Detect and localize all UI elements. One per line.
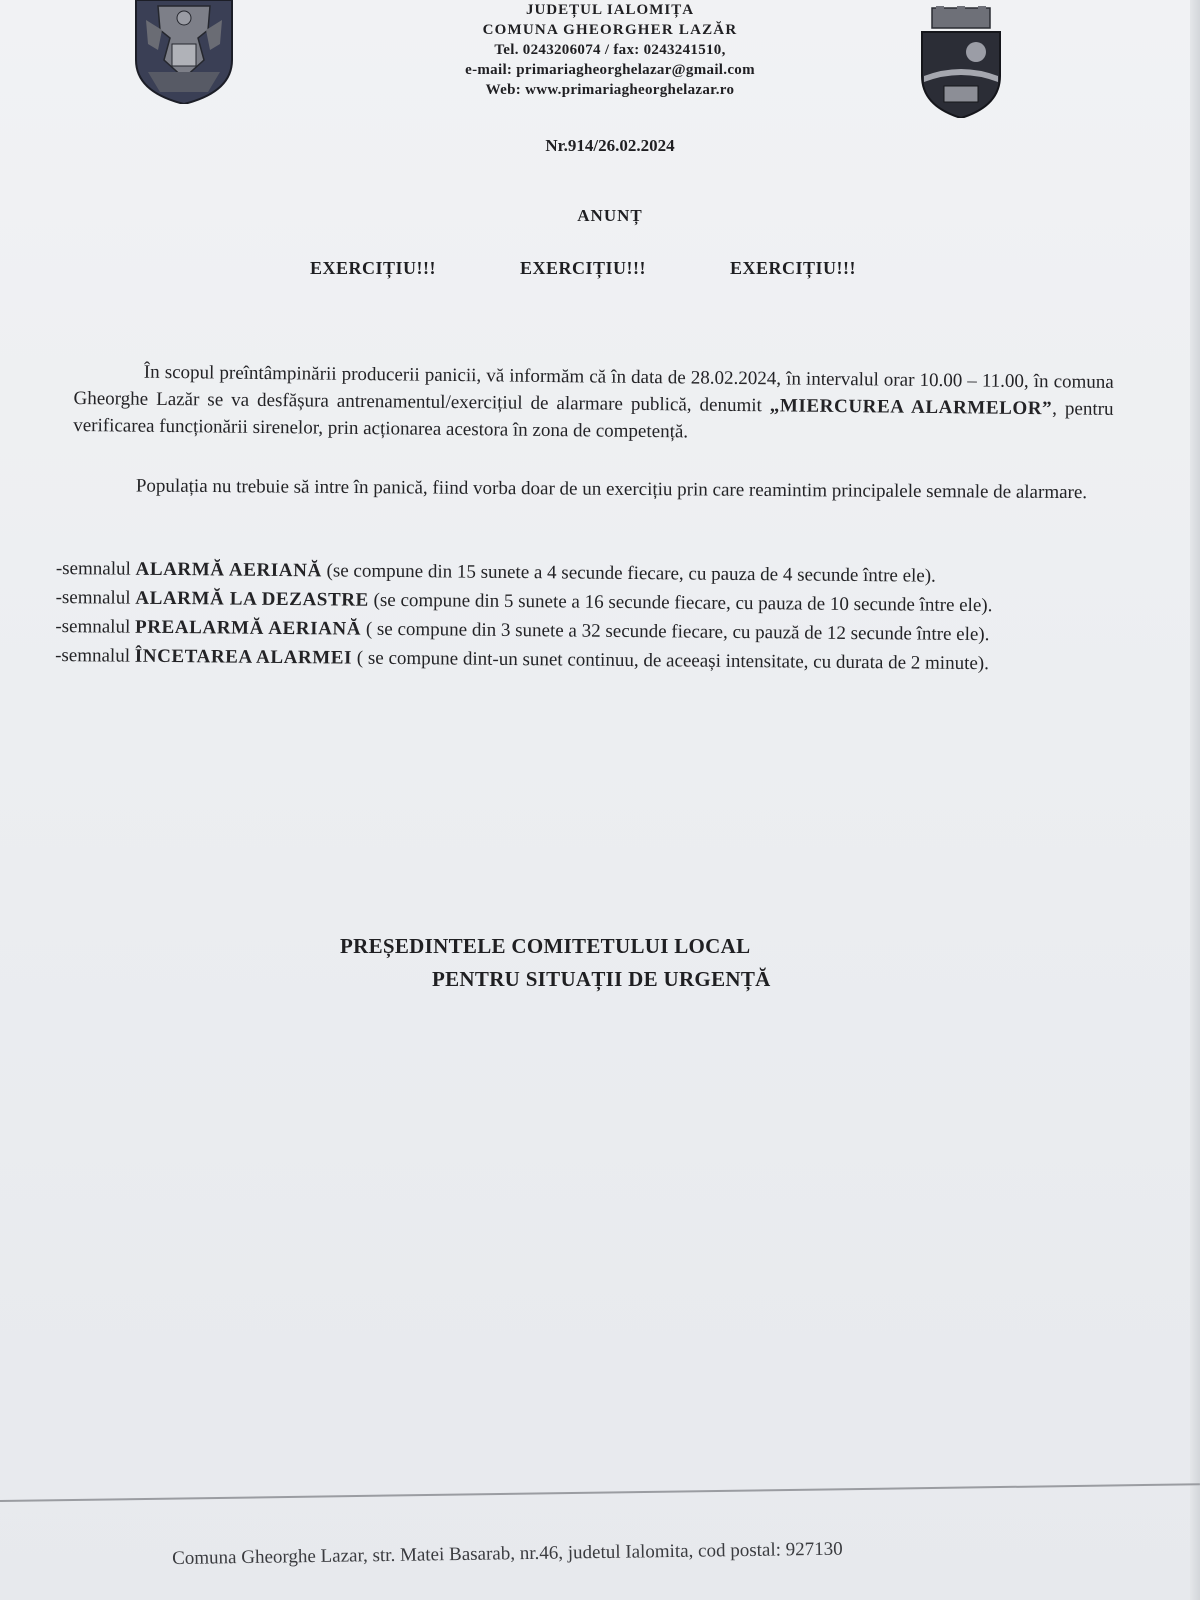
commune-coat-of-arms-icon xyxy=(918,6,1004,118)
signature-title-line2: PENTRU SITUAȚII DE URGENȚĂ xyxy=(432,967,771,991)
signature-block xyxy=(340,930,880,996)
event-name: „MIERCUREA ALARMELOR” xyxy=(769,395,1053,420)
institution-header xyxy=(380,0,840,100)
signal-prefix: -semnalul xyxy=(55,644,135,667)
signal-description: (se compune din 15 sunete a 4 secunde fiecare, cu pauza de 4 secunde între ele). xyxy=(321,560,936,587)
signal-description: ( se compune dint-un sunet continuu, de aceeași intensitate, cu durata de 2 minute). xyxy=(352,647,989,675)
county-name: JUDEȚUL IALOMIȚA xyxy=(525,2,695,18)
paragraph-intro xyxy=(73,358,1114,450)
signal-prefix: -semnalul xyxy=(55,586,136,609)
paper-edge xyxy=(1190,0,1200,1600)
signal-description: ( se compune din 3 sunete a 32 secunde fiecare, cu pauză de 12 secunde între ele). xyxy=(361,618,990,646)
website-address: Web: www.primariagheorghelazar.ro xyxy=(485,82,735,98)
signals-list xyxy=(55,554,1132,679)
announcement-title: ANUNȚ xyxy=(577,206,643,225)
signal-prefix: -semnalul xyxy=(55,615,136,638)
email-address: e-mail: primariagheorghelazar@gmail.com xyxy=(465,62,755,78)
paragraph-calm-text: Populația nu trebuie să intre în panică, fiind vorba doar de un exercițiu prin care reamintim principalele semnale de alarmare. xyxy=(135,475,1088,504)
signal-name: ALARMĂ LA DEZASTRE xyxy=(135,587,369,611)
romania-coat-of-arms-icon xyxy=(128,0,240,104)
paragraph-intro-end: , pentru verificarea funcționării sirenelor, prin acționarea acestora în zona de competență. xyxy=(73,398,1114,443)
phone-fax: Tel. 0243206074 / fax: 0243241510, xyxy=(494,42,726,58)
footer-divider xyxy=(0,1483,1200,1502)
exercise-label-1: EXERCIȚIU!!! xyxy=(310,258,437,278)
paragraph-calm xyxy=(66,472,1112,506)
signal-name: ALARMĂ AERIANĂ xyxy=(135,558,322,582)
footer-address: Comuna Gheorghe Lazar, str. Matei Basarab, nr.46, judetul Ialomita, cod postal: 927130 xyxy=(172,1538,843,1569)
signature-title-line1: PREȘEDINTELE COMITETULUI LOCAL xyxy=(340,934,751,958)
exercise-label-2: EXERCIȚIU!!! xyxy=(520,258,647,278)
signal-prefix: -semnalul xyxy=(55,557,136,580)
commune-name: COMUNA GHEORGHER LAZĂR xyxy=(482,22,738,38)
document-number: Nr.914/26.02.2024 xyxy=(545,136,675,155)
signal-description: (se compune din 5 sunete a 16 secunde fiecare, cu pauza de 10 secunde între ele). xyxy=(368,589,993,617)
signal-name: PREALARMĂ AERIANĂ xyxy=(134,616,362,640)
exercise-label-3: EXERCIȚIU!!! xyxy=(730,258,857,278)
signal-name: ÎNCETAREA ALARMEI xyxy=(134,645,353,669)
paragraph-intro-text: În scopul preîntâmpinării producerii panicii, vă informăm că în data de 28.02.2024, în intervalul orar 10.00 – 11.00, în comuna Gheorghe Lazăr se va desfășura antrenamentul/exercițiul de alarmare publică, denumit xyxy=(73,361,1114,417)
